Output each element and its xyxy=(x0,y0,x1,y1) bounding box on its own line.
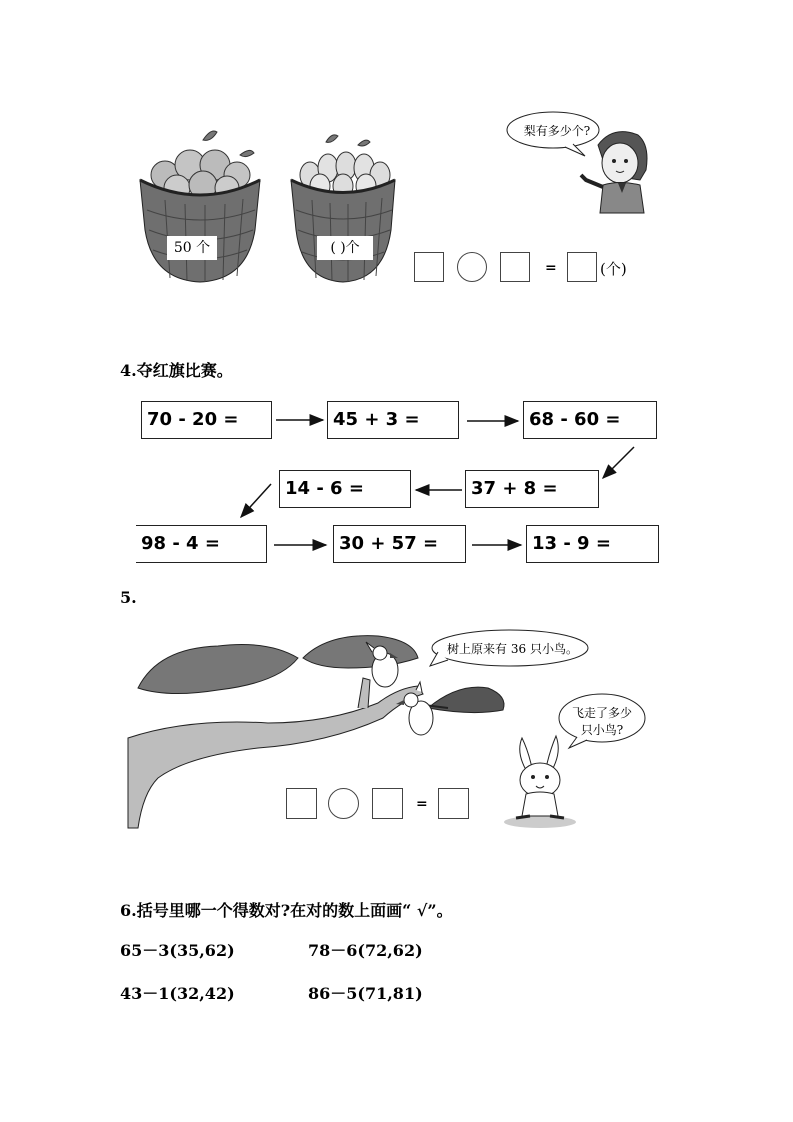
section-5-heading: 5. xyxy=(120,588,137,607)
flag-race-box-5[interactable]: 37 + 8 = xyxy=(465,470,599,508)
flag-race-box-7[interactable]: 30 + 57 = xyxy=(333,525,466,563)
flag-race-box-3[interactable]: 68 - 60 = xyxy=(523,401,657,439)
rabbit-speech-line2: 只小鸟? xyxy=(580,723,624,737)
flag-race-box-2[interactable]: 45 + 3 = xyxy=(327,401,459,439)
choice-item[interactable]: 65－3(35,62) xyxy=(120,941,235,960)
operator-circle[interactable] xyxy=(328,788,359,819)
answer-box-result[interactable] xyxy=(438,788,469,819)
choice-item[interactable]: 86－5(71,81) xyxy=(308,984,423,1003)
flag-race-box-4[interactable]: 14 - 6 = xyxy=(279,470,411,508)
section-4-heading: 4.夺红旗比赛。 xyxy=(120,361,233,380)
equals-sign: = xyxy=(416,796,428,812)
rabbit-speech-line1: 飞走了多少 xyxy=(571,706,632,720)
girl-question-text: 梨有多少个? xyxy=(523,124,591,138)
arrow-diagonal-icon xyxy=(603,447,634,478)
unit-label: (个) xyxy=(600,260,627,278)
answer-box-2[interactable] xyxy=(372,788,403,819)
choice-item[interactable]: 78－6(72,62) xyxy=(308,941,423,960)
rabbit-illustration xyxy=(500,730,580,830)
bird-speech-text: 树上原来有 36 只小鸟。 xyxy=(447,642,578,656)
flag-race-box-6[interactable]: 98 - 4 = xyxy=(136,525,267,563)
flag-race-box-8[interactable]: 13 - 9 = xyxy=(526,525,659,563)
choice-item[interactable]: 43－1(32,42) xyxy=(120,984,235,1003)
answer-box-1[interactable] xyxy=(286,788,317,819)
arrow-diagonal-icon xyxy=(241,484,271,517)
section-6-heading: 6.括号里哪一个得数对?在对的数上面画“ √”。 xyxy=(120,901,453,920)
apples-count-label: 50 个 xyxy=(167,236,217,260)
flag-race-box-1[interactable]: 70 - 20 = xyxy=(141,401,272,439)
equals-sign: = xyxy=(545,260,557,276)
pears-count-label: ( )个 xyxy=(317,236,373,260)
